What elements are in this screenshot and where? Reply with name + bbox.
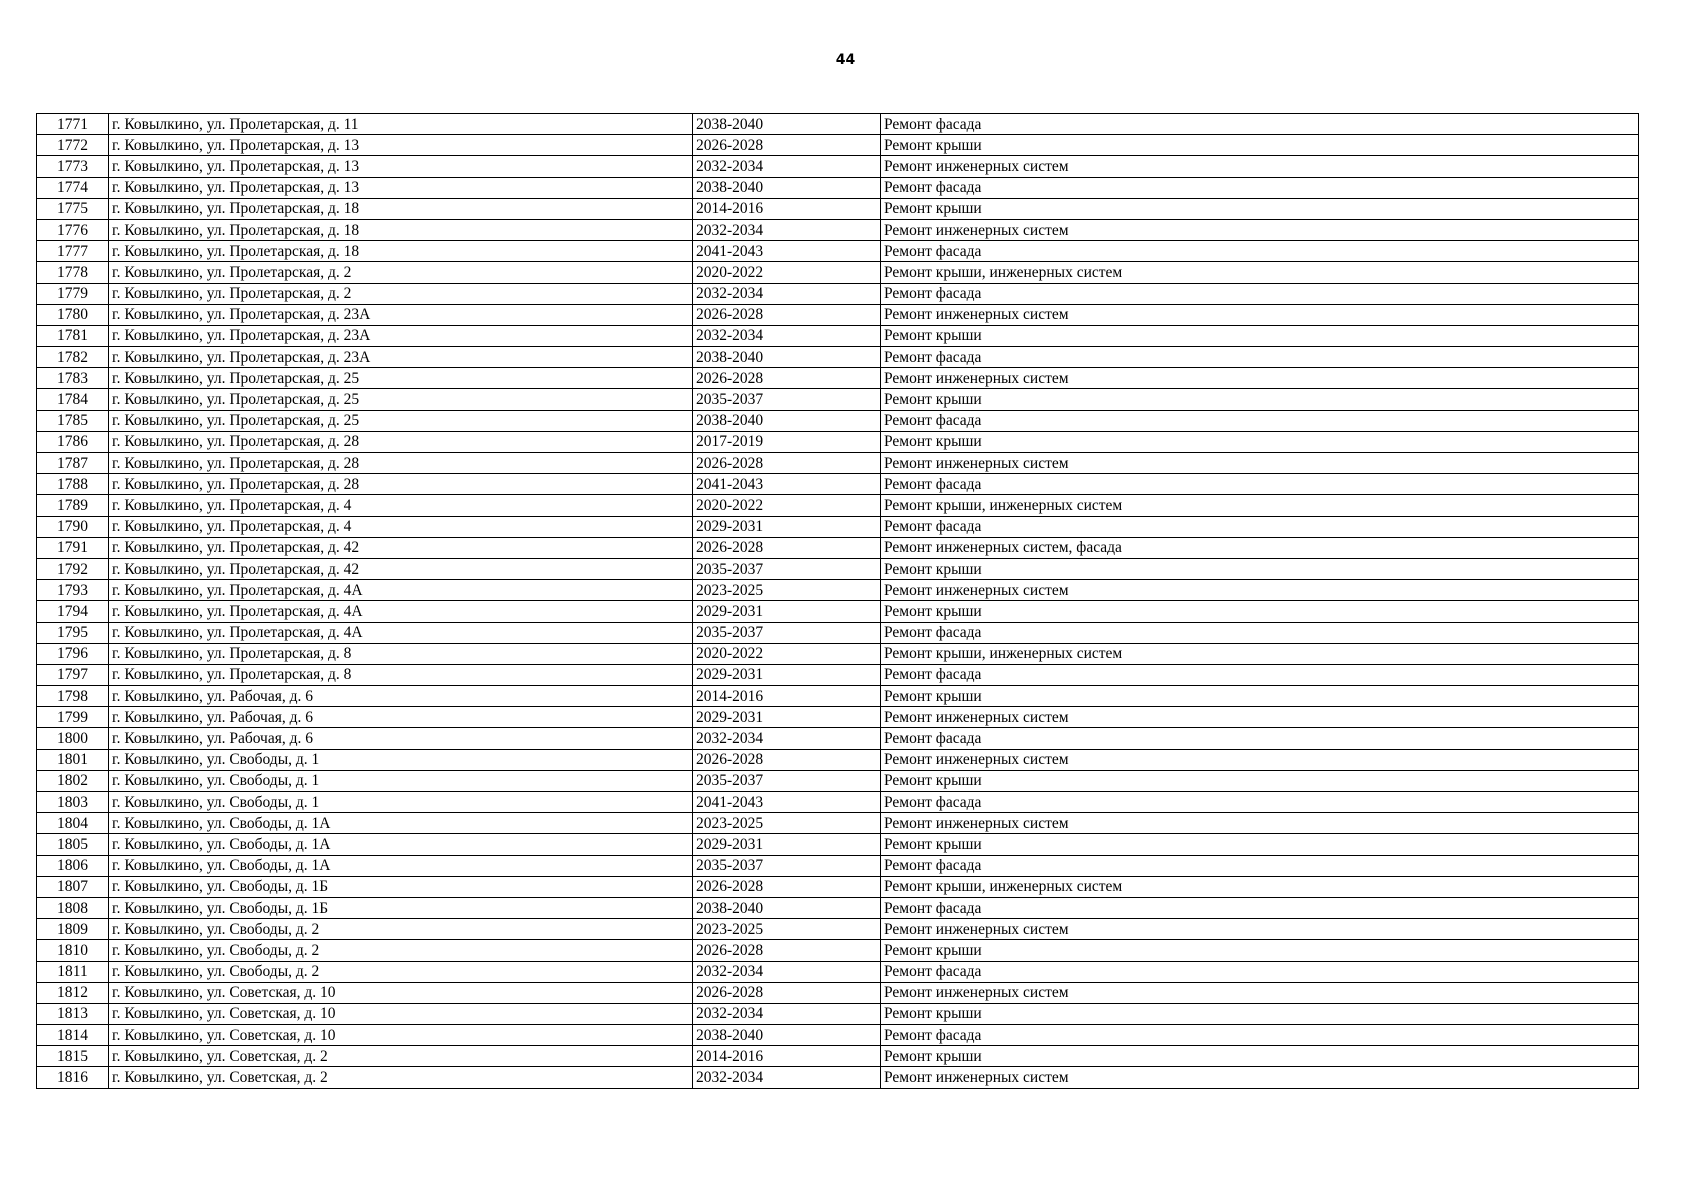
address-cell: г. Ковылкино, ул. Пролетарская, д. 42 (109, 537, 693, 558)
period-cell: 2032-2034 (693, 325, 881, 346)
address-cell: г. Ковылкино, ул. Пролетарская, д. 4 (109, 516, 693, 537)
row-number: 1803 (37, 792, 109, 813)
period-cell: 2026-2028 (693, 876, 881, 897)
period-cell: 2032-2034 (693, 1067, 881, 1088)
table-row (37, 686, 1639, 707)
address-cell: г. Ковылкино, ул. Свободы, д. 2 (109, 940, 693, 961)
period-cell: 2023-2025 (693, 580, 881, 601)
address-cell: г. Ковылкино, ул. Свободы, д. 1 (109, 770, 693, 791)
row-number: 1771 (37, 114, 109, 135)
table-row (37, 622, 1639, 643)
address-cell: г. Ковылкино, ул. Рабочая, д. 6 (109, 686, 693, 707)
row-number: 1790 (37, 516, 109, 537)
table-row (37, 283, 1639, 304)
row-number: 1774 (37, 177, 109, 198)
row-number: 1775 (37, 198, 109, 219)
period-cell: 2035-2037 (693, 389, 881, 410)
row-number: 1776 (37, 219, 109, 240)
row-number: 1784 (37, 389, 109, 410)
row-number: 1796 (37, 643, 109, 664)
period-cell: 2038-2040 (693, 897, 881, 918)
work-type-cell: Ремонт крыши (881, 431, 1639, 452)
period-cell: 2038-2040 (693, 1025, 881, 1046)
work-type-cell: Ремонт фасада (881, 855, 1639, 876)
period-cell: 2032-2034 (693, 156, 881, 177)
period-cell: 2029-2031 (693, 834, 881, 855)
period-cell: 2032-2034 (693, 219, 881, 240)
period-cell: 2017-2019 (693, 431, 881, 452)
address-cell: г. Ковылкино, ул. Свободы, д. 1Б (109, 876, 693, 897)
work-type-cell: Ремонт фасада (881, 622, 1639, 643)
table-row (37, 897, 1639, 918)
work-type-cell: Ремонт инженерных систем (881, 919, 1639, 940)
table-row (37, 114, 1639, 135)
row-number: 1816 (37, 1067, 109, 1088)
address-cell: г. Ковылкино, ул. Пролетарская, д. 13 (109, 135, 693, 156)
row-number: 1785 (37, 410, 109, 431)
work-type-cell: Ремонт крыши (881, 389, 1639, 410)
row-number: 1805 (37, 834, 109, 855)
table-body (37, 114, 1639, 1089)
work-type-cell: Ремонт крыши, инженерных систем (881, 643, 1639, 664)
table-row (37, 135, 1639, 156)
address-cell: г. Ковылкино, ул. Свободы, д. 1А (109, 834, 693, 855)
row-number: 1780 (37, 304, 109, 325)
address-cell: г. Ковылкино, ул. Пролетарская, д. 11 (109, 114, 693, 135)
period-cell: 2020-2022 (693, 262, 881, 283)
period-cell: 2032-2034 (693, 283, 881, 304)
row-number: 1802 (37, 770, 109, 791)
period-cell: 2038-2040 (693, 114, 881, 135)
address-cell: г. Ковылкино, ул. Пролетарская, д. 8 (109, 643, 693, 664)
work-type-cell: Ремонт крыши (881, 601, 1639, 622)
work-type-cell: Ремонт инженерных систем (881, 982, 1639, 1003)
address-cell: г. Ковылкино, ул. Пролетарская, д. 25 (109, 410, 693, 431)
table-row (37, 177, 1639, 198)
work-type-cell: Ремонт фасада (881, 474, 1639, 495)
work-type-cell: Ремонт крыши (881, 1046, 1639, 1067)
table-row (37, 389, 1639, 410)
period-cell: 2026-2028 (693, 135, 881, 156)
period-cell: 2026-2028 (693, 749, 881, 770)
address-cell: г. Ковылкино, ул. Рабочая, д. 6 (109, 707, 693, 728)
table-row (37, 156, 1639, 177)
period-cell: 2020-2022 (693, 643, 881, 664)
address-cell: г. Ковылкино, ул. Пролетарская, д. 23А (109, 347, 693, 368)
period-cell: 2020-2022 (693, 495, 881, 516)
table-row (37, 855, 1639, 876)
work-type-cell: Ремонт инженерных систем (881, 219, 1639, 240)
work-type-cell: Ремонт крыши, инженерных систем (881, 495, 1639, 516)
period-cell: 2041-2043 (693, 241, 881, 262)
period-cell: 2023-2025 (693, 919, 881, 940)
repair-schedule-table (36, 113, 1639, 1089)
work-type-cell: Ремонт фасада (881, 664, 1639, 685)
work-type-cell: Ремонт крыши (881, 325, 1639, 346)
period-cell: 2032-2034 (693, 728, 881, 749)
work-type-cell: Ремонт фасада (881, 114, 1639, 135)
address-cell: г. Ковылкино, ул. Пролетарская, д. 4А (109, 580, 693, 601)
address-cell: г. Ковылкино, ул. Пролетарская, д. 18 (109, 241, 693, 262)
address-cell: г. Ковылкино, ул. Свободы, д. 1Б (109, 897, 693, 918)
period-cell: 2038-2040 (693, 410, 881, 431)
work-type-cell: Ремонт инженерных систем (881, 453, 1639, 474)
work-type-cell: Ремонт крыши (881, 558, 1639, 579)
period-cell: 2041-2043 (693, 474, 881, 495)
table-row (37, 707, 1639, 728)
period-cell: 2032-2034 (693, 1003, 881, 1024)
table-row (37, 876, 1639, 897)
work-type-cell: Ремонт фасада (881, 792, 1639, 813)
period-cell: 2026-2028 (693, 304, 881, 325)
table-row (37, 558, 1639, 579)
address-cell: г. Ковылкино, ул. Пролетарская, д. 25 (109, 368, 693, 389)
table-row (37, 1003, 1639, 1024)
address-cell: г. Ковылкино, ул. Пролетарская, д. 2 (109, 262, 693, 283)
work-type-cell: Ремонт крыши (881, 135, 1639, 156)
table-row (37, 813, 1639, 834)
period-cell: 2035-2037 (693, 622, 881, 643)
table-row (37, 198, 1639, 219)
work-type-cell: Ремонт инженерных систем (881, 580, 1639, 601)
table-row (37, 749, 1639, 770)
work-type-cell: Ремонт инженерных систем (881, 368, 1639, 389)
row-number: 1798 (37, 686, 109, 707)
table-row (37, 325, 1639, 346)
row-number: 1783 (37, 368, 109, 389)
table-row (37, 643, 1639, 664)
row-number: 1809 (37, 919, 109, 940)
period-cell: 2038-2040 (693, 347, 881, 368)
row-number: 1782 (37, 347, 109, 368)
address-cell: г. Ковылкино, ул. Пролетарская, д. 28 (109, 431, 693, 452)
work-type-cell: Ремонт фасада (881, 241, 1639, 262)
address-cell: г. Ковылкино, ул. Свободы, д. 1А (109, 813, 693, 834)
work-type-cell: Ремонт крыши (881, 1003, 1639, 1024)
address-cell: г. Ковылкино, ул. Пролетарская, д. 23А (109, 325, 693, 346)
row-number: 1812 (37, 982, 109, 1003)
address-cell: г. Ковылкино, ул. Пролетарская, д. 28 (109, 453, 693, 474)
row-number: 1781 (37, 325, 109, 346)
period-cell: 2029-2031 (693, 664, 881, 685)
table-row (37, 664, 1639, 685)
period-cell: 2014-2016 (693, 1046, 881, 1067)
address-cell: г. Ковылкино, ул. Советская, д. 10 (109, 1003, 693, 1024)
row-number: 1779 (37, 283, 109, 304)
period-cell: 2029-2031 (693, 601, 881, 622)
address-cell: г. Ковылкино, ул. Пролетарская, д. 23А (109, 304, 693, 325)
address-cell: г. Ковылкино, ул. Пролетарская, д. 18 (109, 198, 693, 219)
period-cell: 2014-2016 (693, 686, 881, 707)
address-cell: г. Ковылкино, ул. Рабочая, д. 6 (109, 728, 693, 749)
address-cell: г. Ковылкино, ул. Советская, д. 10 (109, 982, 693, 1003)
row-number: 1787 (37, 453, 109, 474)
row-number: 1789 (37, 495, 109, 516)
page-number: 44 (835, 52, 856, 68)
work-type-cell: Ремонт фасада (881, 1025, 1639, 1046)
table-row (37, 262, 1639, 283)
table-row (37, 453, 1639, 474)
address-cell: г. Ковылкино, ул. Советская, д. 10 (109, 1025, 693, 1046)
address-cell: г. Ковылкино, ул. Пролетарская, д. 42 (109, 558, 693, 579)
row-number: 1797 (37, 664, 109, 685)
work-type-cell: Ремонт крыши (881, 940, 1639, 961)
address-cell: г. Ковылкино, ул. Советская, д. 2 (109, 1067, 693, 1088)
address-cell: г. Ковылкино, ул. Пролетарская, д. 4А (109, 622, 693, 643)
address-cell: г. Ковылкино, ул. Пролетарская, д. 2 (109, 283, 693, 304)
row-number: 1806 (37, 855, 109, 876)
work-type-cell: Ремонт крыши, инженерных систем (881, 876, 1639, 897)
address-cell: г. Ковылкино, ул. Свободы, д. 1А (109, 855, 693, 876)
table-row (37, 919, 1639, 940)
row-number: 1813 (37, 1003, 109, 1024)
table-row (37, 601, 1639, 622)
work-type-cell: Ремонт инженерных систем, фасада (881, 537, 1639, 558)
table-row (37, 792, 1639, 813)
period-cell: 2026-2028 (693, 537, 881, 558)
table-row (37, 241, 1639, 262)
period-cell: 2029-2031 (693, 516, 881, 537)
table-row (37, 495, 1639, 516)
work-type-cell: Ремонт фасада (881, 177, 1639, 198)
table-row (37, 770, 1639, 791)
work-type-cell: Ремонт инженерных систем (881, 749, 1639, 770)
work-type-cell: Ремонт инженерных систем (881, 813, 1639, 834)
period-cell: 2026-2028 (693, 453, 881, 474)
work-type-cell: Ремонт фасада (881, 347, 1639, 368)
work-type-cell: Ремонт крыши (881, 770, 1639, 791)
period-cell: 2032-2034 (693, 961, 881, 982)
period-cell: 2035-2037 (693, 558, 881, 579)
row-number: 1778 (37, 262, 109, 283)
work-type-cell: Ремонт фасада (881, 728, 1639, 749)
table-row (37, 940, 1639, 961)
period-cell: 2035-2037 (693, 855, 881, 876)
address-cell: г. Ковылкино, ул. Свободы, д. 2 (109, 919, 693, 940)
row-number: 1791 (37, 537, 109, 558)
row-number: 1811 (37, 961, 109, 982)
table-row (37, 347, 1639, 368)
table-row (37, 1025, 1639, 1046)
row-number: 1772 (37, 135, 109, 156)
table-row (37, 368, 1639, 389)
work-type-cell: Ремонт инженерных систем (881, 156, 1639, 177)
row-number: 1815 (37, 1046, 109, 1067)
row-number: 1800 (37, 728, 109, 749)
row-number: 1773 (37, 156, 109, 177)
address-cell: г. Ковылкино, ул. Пролетарская, д. 8 (109, 664, 693, 685)
row-number: 1793 (37, 580, 109, 601)
table-row (37, 961, 1639, 982)
row-number: 1801 (37, 749, 109, 770)
row-number: 1799 (37, 707, 109, 728)
work-type-cell: Ремонт фасада (881, 283, 1639, 304)
address-cell: г. Ковылкино, ул. Пролетарская, д. 28 (109, 474, 693, 495)
work-type-cell: Ремонт инженерных систем (881, 707, 1639, 728)
table-row (37, 219, 1639, 240)
period-cell: 2029-2031 (693, 707, 881, 728)
address-cell: г. Ковылкино, ул. Советская, д. 2 (109, 1046, 693, 1067)
period-cell: 2026-2028 (693, 982, 881, 1003)
address-cell: г. Ковылкино, ул. Свободы, д. 1 (109, 792, 693, 813)
row-number: 1794 (37, 601, 109, 622)
work-type-cell: Ремонт фасада (881, 516, 1639, 537)
table-row (37, 537, 1639, 558)
row-number: 1795 (37, 622, 109, 643)
row-number: 1814 (37, 1025, 109, 1046)
row-number: 1786 (37, 431, 109, 452)
work-type-cell: Ремонт крыши (881, 686, 1639, 707)
address-cell: г. Ковылкино, ул. Пролетарская, д. 4 (109, 495, 693, 516)
row-number: 1807 (37, 876, 109, 897)
work-type-cell: Ремонт фасада (881, 897, 1639, 918)
table-row (37, 304, 1639, 325)
table-row (37, 1046, 1639, 1067)
table-row (37, 728, 1639, 749)
work-type-cell: Ремонт фасада (881, 961, 1639, 982)
table-row (37, 410, 1639, 431)
row-number: 1788 (37, 474, 109, 495)
period-cell: 2026-2028 (693, 368, 881, 389)
period-cell: 2026-2028 (693, 940, 881, 961)
work-type-cell: Ремонт инженерных систем (881, 1067, 1639, 1088)
period-cell: 2038-2040 (693, 177, 881, 198)
work-type-cell: Ремонт инженерных систем (881, 304, 1639, 325)
row-number: 1810 (37, 940, 109, 961)
table-row (37, 1067, 1639, 1088)
row-number: 1777 (37, 241, 109, 262)
table-row (37, 834, 1639, 855)
row-number: 1808 (37, 897, 109, 918)
address-cell: г. Ковылкино, ул. Пролетарская, д. 13 (109, 177, 693, 198)
work-type-cell: Ремонт крыши (881, 834, 1639, 855)
work-type-cell: Ремонт фасада (881, 410, 1639, 431)
table-row (37, 516, 1639, 537)
period-cell: 2014-2016 (693, 198, 881, 219)
table-row (37, 982, 1639, 1003)
row-number: 1792 (37, 558, 109, 579)
period-cell: 2041-2043 (693, 792, 881, 813)
address-cell: г. Ковылкино, ул. Свободы, д. 1 (109, 749, 693, 770)
period-cell: 2035-2037 (693, 770, 881, 791)
address-cell: г. Ковылкино, ул. Пролетарская, д. 4А (109, 601, 693, 622)
address-cell: г. Ковылкино, ул. Пролетарская, д. 13 (109, 156, 693, 177)
work-type-cell: Ремонт крыши (881, 198, 1639, 219)
row-number: 1804 (37, 813, 109, 834)
address-cell: г. Ковылкино, ул. Пролетарская, д. 25 (109, 389, 693, 410)
work-type-cell: Ремонт крыши, инженерных систем (881, 262, 1639, 283)
table-row (37, 474, 1639, 495)
period-cell: 2023-2025 (693, 813, 881, 834)
address-cell: г. Ковылкино, ул. Свободы, д. 2 (109, 961, 693, 982)
table-row (37, 580, 1639, 601)
table-row (37, 431, 1639, 452)
address-cell: г. Ковылкино, ул. Пролетарская, д. 18 (109, 219, 693, 240)
